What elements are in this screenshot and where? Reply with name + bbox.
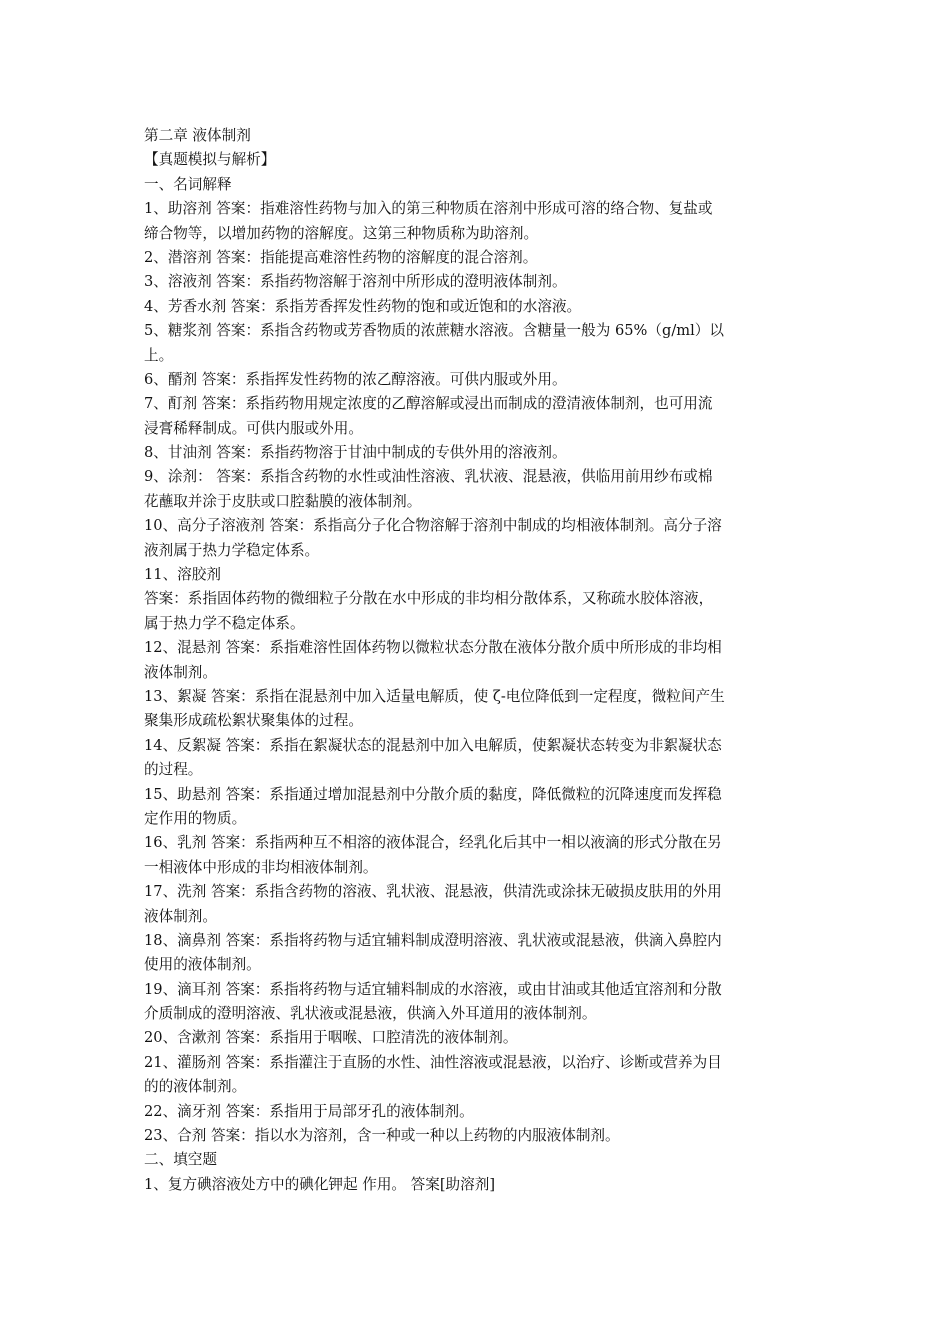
text-line: 15、助悬剂 答案：系指通过增加混悬剂中分散介质的黏度，降低微粒的沉降速度而发挥稳	[144, 785, 722, 803]
text-line: 答案：系指固体药物的微细粒子分散在水中形成的非均相分散体系，又称疏水胶体溶液，	[144, 590, 714, 608]
text-line: 11、溶胶剂	[144, 566, 221, 584]
text-line: 定作用的物质。	[144, 809, 247, 827]
text-line: 聚集形成疏松絮状聚集体的过程。	[144, 712, 363, 730]
text-line: 【真题模拟与解析】	[144, 151, 276, 169]
text-line: 4、芳香水剂 答案：系指芳香挥发性药物的饱和或近饱和的水溶液。	[144, 297, 582, 315]
text-line: 第二章 液体制剂	[144, 127, 251, 144]
text-line: 18、滴鼻剂 答案：系指将药物与适宜辅料制成澄明溶液、乳状液或混悬液，供滴入鼻腔内	[144, 931, 722, 949]
text-line: 液体制剂。	[144, 663, 217, 681]
text-line: 液剂属于热力学稳定体系。	[144, 541, 320, 559]
text-line: 属于热力学不稳定体系。	[144, 614, 305, 632]
text-line: 1、复方碘溶液处方中的碘化钾起 作用。 答案[助溶剂]	[144, 1175, 496, 1193]
text-line: 的过程。	[144, 761, 203, 779]
text-line: 2、潜溶剂 答案：指能提高难溶性药物的溶解度的混合溶剂。	[144, 248, 538, 266]
document-page	[144, 124, 808, 1197]
text-line: 21、灌肠剂 答案：系指灌注于直肠的水性、油性溶液或混悬液，以治疗、诊断或营养为目	[144, 1053, 722, 1071]
text-line: 16、乳剂 答案：系指两种互不相溶的液体混合，经乳化后其中一相以液滴的形式分散在另	[144, 834, 722, 852]
text-line: 缔合物等，以增加药物的溶解度。这第三种物质称为助溶剂。	[144, 224, 539, 242]
text-line: 9、涂剂： 答案：系指含药物的水性或油性溶液、乳状液、混悬液，供临用前用纱布或棉	[144, 468, 713, 486]
text-line: 23、合剂 答案：指以水为溶剂，含一种或一种以上药物的内服液体制剂。	[144, 1127, 620, 1145]
text-line: 10、高分子溶液剂 答案：系指高分子化合物溶解于溶剂中制成的均相液体制剂。高分子溶	[144, 517, 722, 535]
text-line: 液体制剂。	[144, 907, 217, 925]
text-line: 22、滴牙剂 答案：系指用于局部牙孔的液体制剂。	[144, 1102, 474, 1120]
text-line: 13、絮凝 答案：系指在混悬剂中加入适量电解质，使 ζ-电位降低到一定程度，微粒间产生	[144, 687, 725, 705]
text-line: 使用的液体制剂。	[144, 956, 261, 974]
text-line: 5、糖浆剂 答案：系指含药物或芳香物质的浓蔗糖水溶液。含糖量一般为 65%（g/ml）以	[144, 322, 724, 340]
text-line: 14、反絮凝 答案：系指在絮凝状态的混悬剂中加入电解质，使絮凝状态转变为非絮凝状态	[144, 736, 722, 754]
text-line: 17、洗剂 答案：系指含药物的溶液、乳状液、混悬液，供清洗或涂抹无破损皮肤用的外用	[144, 883, 722, 901]
text-line: 8、甘油剂 答案：系指药物溶于甘油中制成的专供外用的溶液剂。	[144, 444, 567, 462]
text-line: 7、酊剂 答案：系指药物用规定浓度的乙醇溶解或浸出而制成的澄清液体制剂，也可用流	[144, 395, 713, 413]
text-line: 花蘸取并涂于皮肤或口腔黏膜的液体制剂。	[144, 492, 422, 510]
text-line: 的的液体制剂。	[144, 1078, 247, 1096]
text-line: 6、醑剂 答案：系指挥发性药物的浓乙醇溶液。可供内服或外用。	[144, 370, 567, 388]
text-line: 二、填空题	[144, 1151, 217, 1169]
text-line: 20、含漱剂 答案：系指用于咽喉、口腔清洗的液体制剂。	[144, 1029, 518, 1047]
text-line: 19、滴耳剂 答案：系指将药物与适宜辅料制成的水溶液，或由甘油或其他适宜溶剂和分散	[144, 980, 722, 998]
text-line: 一相液体中形成的非均相液体制剂。	[144, 858, 378, 876]
text-line: 浸膏稀释制成。可供内服或外用。	[144, 419, 363, 437]
text-line: 一、名词解释	[144, 175, 232, 193]
text-line: 3、溶液剂 答案：系指药物溶解于溶剂中所形成的澄明液体制剂。	[144, 273, 567, 291]
text-line: 上。	[144, 346, 174, 364]
text-line: 12、混悬剂 答案：系指难溶性固体药物以微粒状态分散在液体分散介质中所形成的非均相	[144, 639, 722, 657]
text-line: 1、助溶剂 答案：指难溶性药物与加入的第三种物质在溶剂中形成可溶的络合物、复盐或	[144, 200, 713, 218]
text-line: 介质制成的澄明溶液、乳状液或混悬液，供滴入外耳道用的液体制剂。	[144, 1005, 597, 1023]
